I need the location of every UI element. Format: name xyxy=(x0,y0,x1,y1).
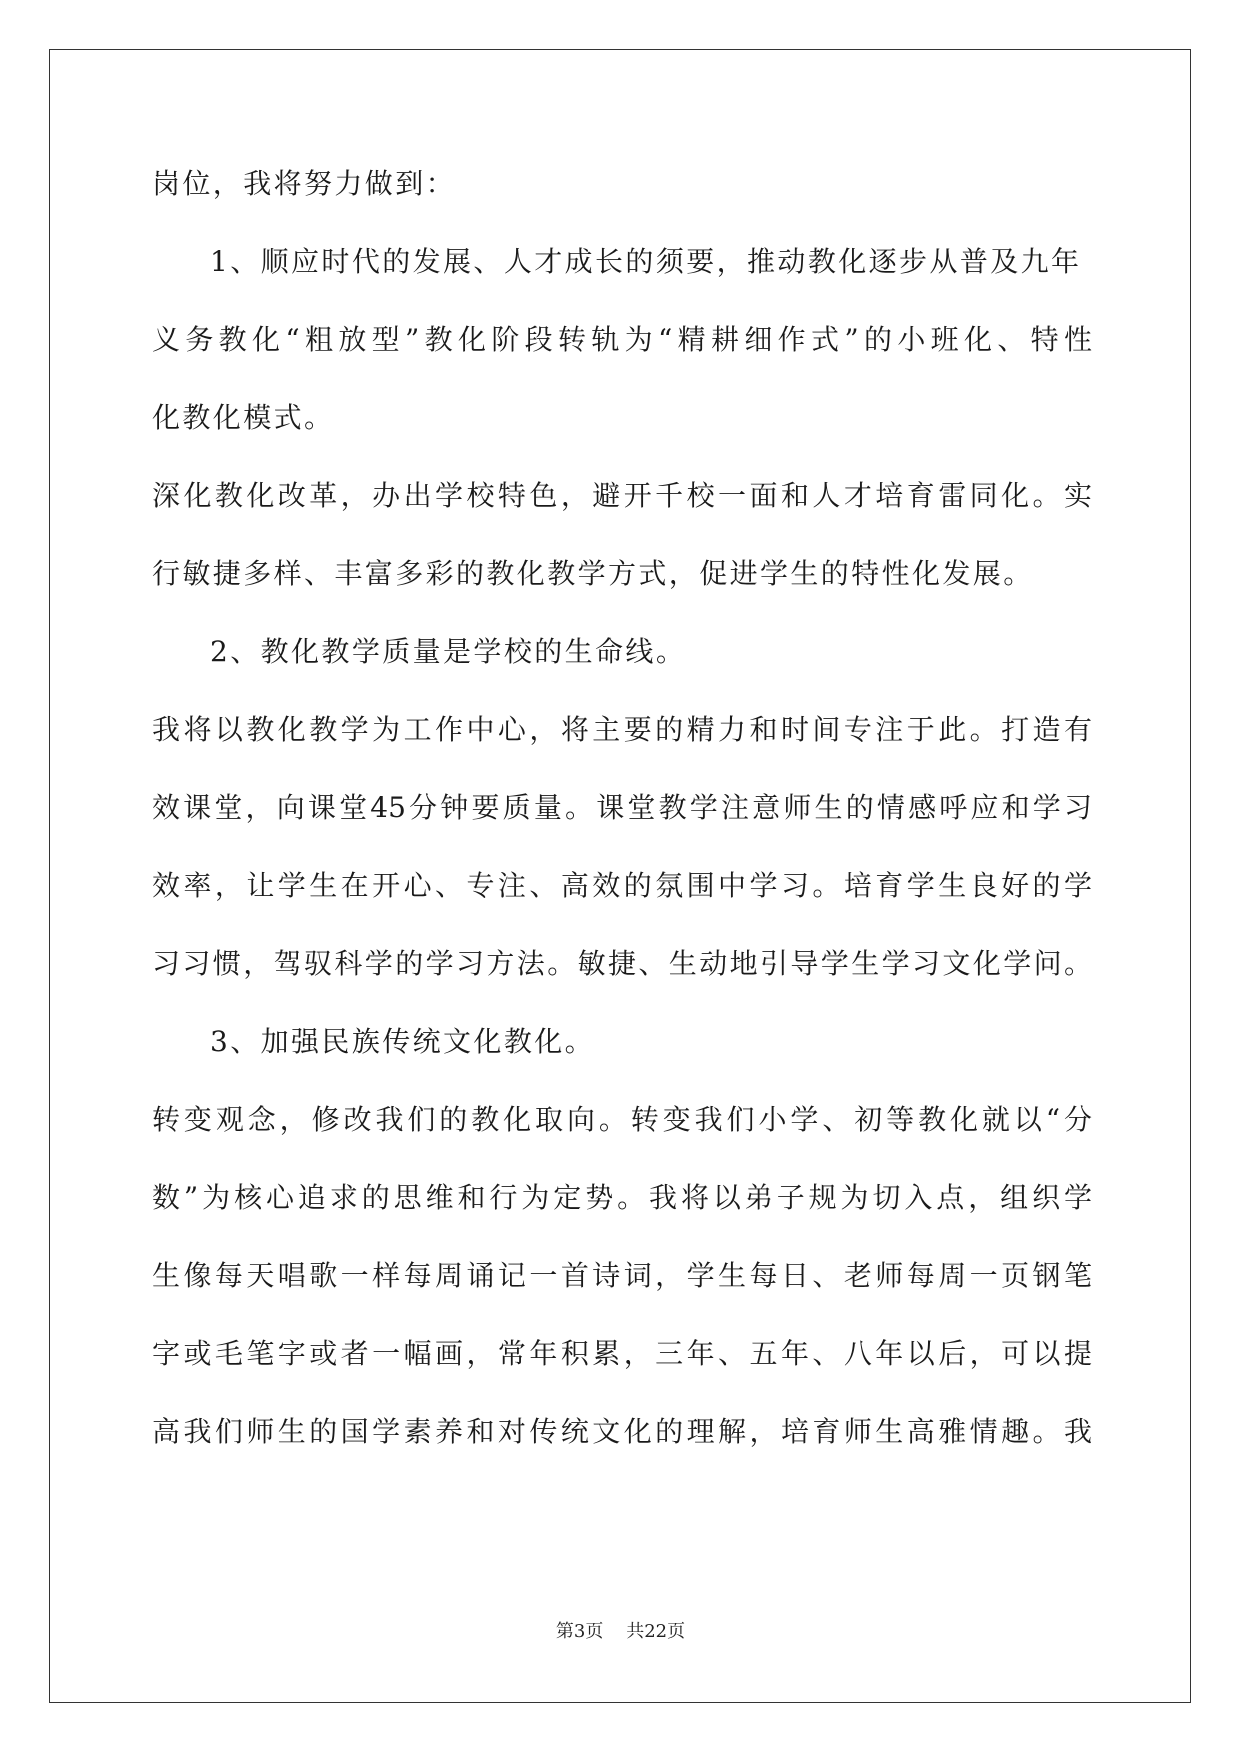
page-footer xyxy=(0,1620,1241,1644)
text-line: 生像每天唱歌一样每周诵记一首诗词，学生每日、老师每周一页钢笔 xyxy=(152,1259,1092,1292)
text-line: 深化教化改革，办出学校特色，避开千校一面和人才培育雷同化。实 xyxy=(152,479,1092,512)
text-line: 我将以教化教学为工作中心，将主要的精力和时间专注于此。打造有 xyxy=(152,713,1092,746)
text-line: 字或毛笔字或者一幅画，常年积累，三年、五年、八年以后，可以提 xyxy=(152,1337,1092,1370)
text-line: 化教化模式。 xyxy=(152,401,335,434)
text-line: 转变观念，修改我们的教化取向。转变我们小学、初等教化就以“分 xyxy=(152,1103,1092,1136)
text-line: 效率，让学生在开心、专注、高效的氛围中学习。培育学生良好的学 xyxy=(152,869,1092,902)
text-line: 岗位，我将努力做到： xyxy=(152,167,457,200)
text-line: 高我们师生的国学素养和对传统文化的理解，培育师生高雅情趣。我 xyxy=(152,1415,1092,1448)
text-line: 数”为核心追求的思维和行为定势。我将以弟子规为切入点，组织学 xyxy=(152,1181,1092,1214)
page-number: 第3页 xyxy=(555,1621,604,1642)
text-line: 2、教化教学质量是学校的生命线。 xyxy=(210,635,687,668)
text-line: 义务教化“粗放型”教化阶段转轨为“精耕细作式”的小班化、特性 xyxy=(152,323,1092,356)
text-line: 效课堂，向课堂45分钟要质量。课堂教学注意师生的情感呼应和学习 xyxy=(152,791,1092,824)
text-line: 3、加强民族传统文化教化。 xyxy=(210,1025,596,1058)
text-line: 行敏捷多样、丰富多彩的教化教学方式，促进学生的特性化发展。 xyxy=(152,557,1034,590)
text-line: 1、顺应时代的发展、人才成长的须要，推动教化逐步从普及九年 xyxy=(210,245,1082,278)
page-total: 共22页 xyxy=(626,1621,686,1642)
text-line: 习习惯，驾驭科学的学习方法。敏捷、生动地引导学生学习文化学问。 xyxy=(152,947,1092,980)
